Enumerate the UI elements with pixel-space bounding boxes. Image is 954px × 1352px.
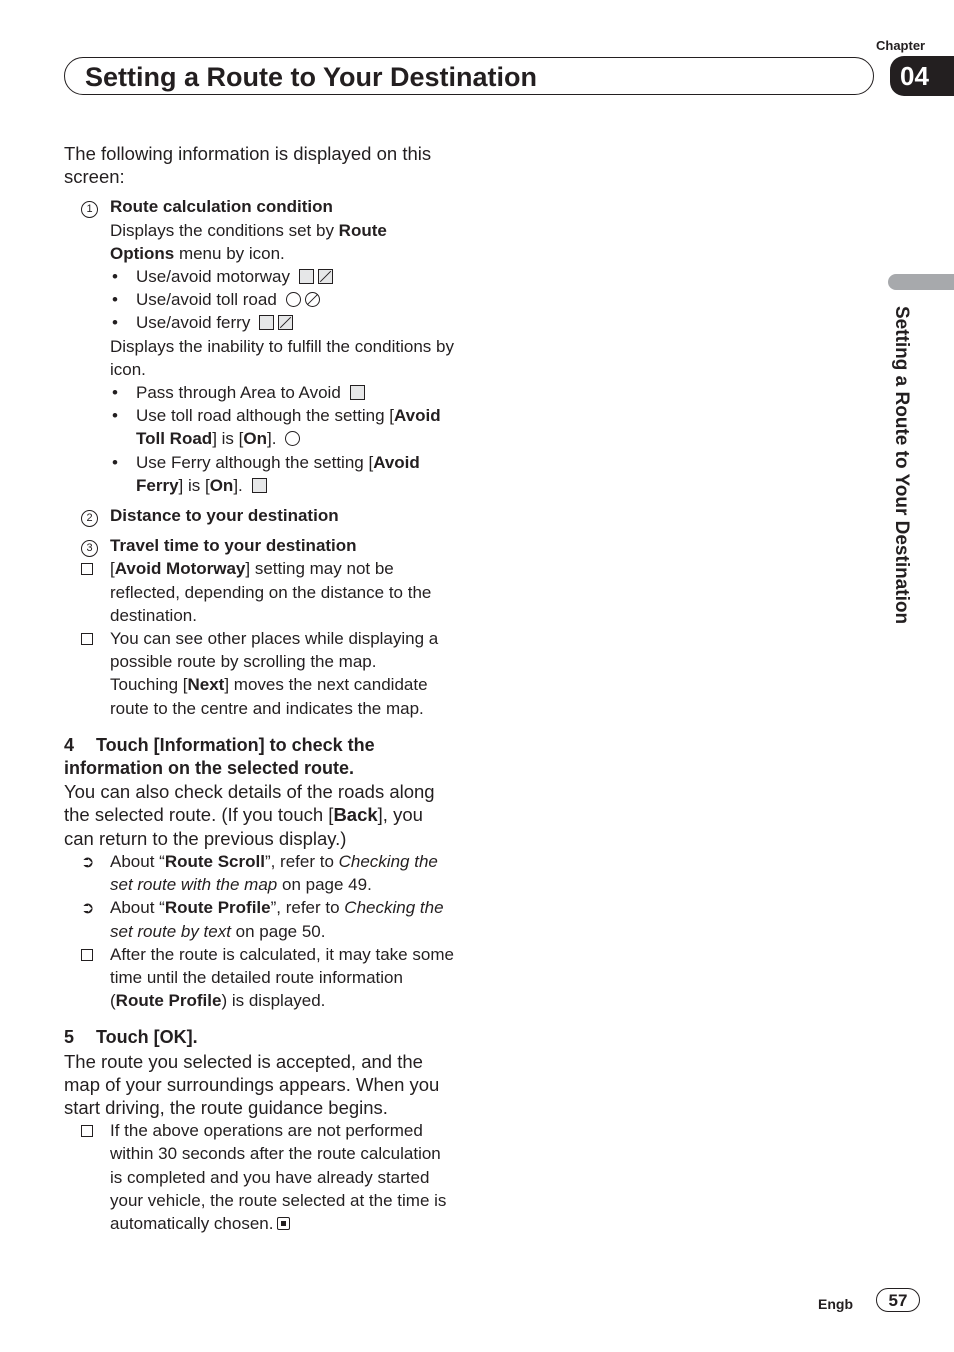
footer-language: Engb bbox=[818, 1296, 853, 1312]
bullet-toll-road: • Use/avoid toll road bbox=[64, 288, 454, 311]
bullet-toll-on: • Use toll road although the setting [Avoid Toll Road] is [On]. bbox=[112, 406, 441, 449]
avoid-motorway-icon bbox=[318, 269, 333, 284]
note-avoid-motorway: [Avoid Motorway] setting may not be reflected, depending on the distance to the destination. bbox=[64, 557, 454, 627]
ref-route-scroll: ➲ About “Route Scroll”, refer to Checking the set route with the map on page 49. bbox=[81, 851, 438, 895]
bullet-ferry: • Use/avoid ferry bbox=[64, 311, 454, 334]
circled-number-2: 2 bbox=[81, 510, 98, 527]
note-square-icon bbox=[81, 949, 93, 961]
item-travel-time: 3 Travel time to your destination bbox=[64, 534, 454, 557]
chapter-label: Chapter bbox=[876, 38, 926, 53]
item-title: Route calculation condition bbox=[110, 197, 333, 217]
bullet-area-avoid: • Pass through Area to Avoid bbox=[64, 381, 454, 404]
arrow-right-icon: ➲ bbox=[81, 853, 95, 871]
bullet-ferry-on: • Use Ferry although the setting [Avoid Ferry] is [On]. bbox=[112, 452, 420, 495]
item-desc2: Displays the inability to fulfill the conditions by icon. bbox=[110, 336, 454, 379]
avoid-toll-road-icon bbox=[305, 292, 320, 307]
note-square-icon bbox=[81, 633, 93, 645]
item-desc-bold: Route Options bbox=[110, 220, 387, 263]
avoid-ferry-icon bbox=[278, 315, 293, 330]
note-auto-select: If the above operations are not performed within 30 seconds after the route calculation is completed and you have already started your vehicle, the route selected at the time is automatically chosen. bbox=[64, 1119, 454, 1235]
chapter-number: 04 bbox=[890, 56, 954, 96]
bullet-motorway: • Use/avoid motorway bbox=[64, 265, 454, 288]
note-scroll-map: You can see other places while displaying a possible route by scrolling the map. Touching [Next] moves the next candidate route to the centre and indicates the map. bbox=[64, 627, 454, 720]
page-title: Setting a Route to Your Destination bbox=[85, 62, 538, 92]
title-box bbox=[64, 57, 874, 95]
arrow-right-icon: ➲ bbox=[81, 900, 95, 918]
ferry-warning-icon bbox=[252, 478, 267, 493]
side-tab-text: Setting a Route to Your Destination bbox=[891, 306, 912, 625]
step-4-heading: 4 Touch [Information] to check the information on the selected route. bbox=[64, 734, 375, 779]
ref-route-profile: ➲ About “Route Profile”, refer to Checking the set route by text on page 50. bbox=[81, 898, 444, 941]
item-route-calc bbox=[64, 195, 454, 265]
note-square-icon bbox=[81, 563, 93, 575]
note-route-profile: After the route is calculated, it may take some time until the detailed route information (Route Profile) is displayed. bbox=[64, 943, 454, 1013]
main-column bbox=[64, 142, 454, 1235]
step-5-heading: 5 Touch [OK]. bbox=[64, 1027, 198, 1048]
step-4-desc: You can also check details of the roads along the selected route. (If you touch [Back], you can return to the previous display.) bbox=[64, 781, 435, 849]
ferry-icon bbox=[259, 315, 274, 330]
area-to-avoid-icon bbox=[350, 385, 365, 400]
end-mark-icon bbox=[277, 1217, 290, 1230]
circled-number-1: 1 bbox=[81, 201, 98, 218]
item-distance: 2 Distance to your destination bbox=[64, 504, 454, 527]
item-desc: Displays the conditions set by bbox=[110, 220, 339, 240]
toll-road-warning-icon bbox=[285, 431, 300, 446]
item-desc: menu by icon. bbox=[174, 243, 285, 263]
note-square-icon bbox=[81, 1125, 93, 1137]
side-tab-marker bbox=[888, 274, 954, 290]
toll-road-icon bbox=[286, 292, 301, 307]
intro-text: The following information is displayed on this screen: bbox=[64, 143, 432, 188]
page-number: 57 bbox=[876, 1288, 920, 1312]
step-5-desc: The route you selected is accepted, and the map of your surroundings appears. When you start driving, the route guidance begins. bbox=[64, 1050, 440, 1118]
circled-number-3: 3 bbox=[81, 540, 98, 557]
motorway-icon bbox=[299, 269, 314, 284]
